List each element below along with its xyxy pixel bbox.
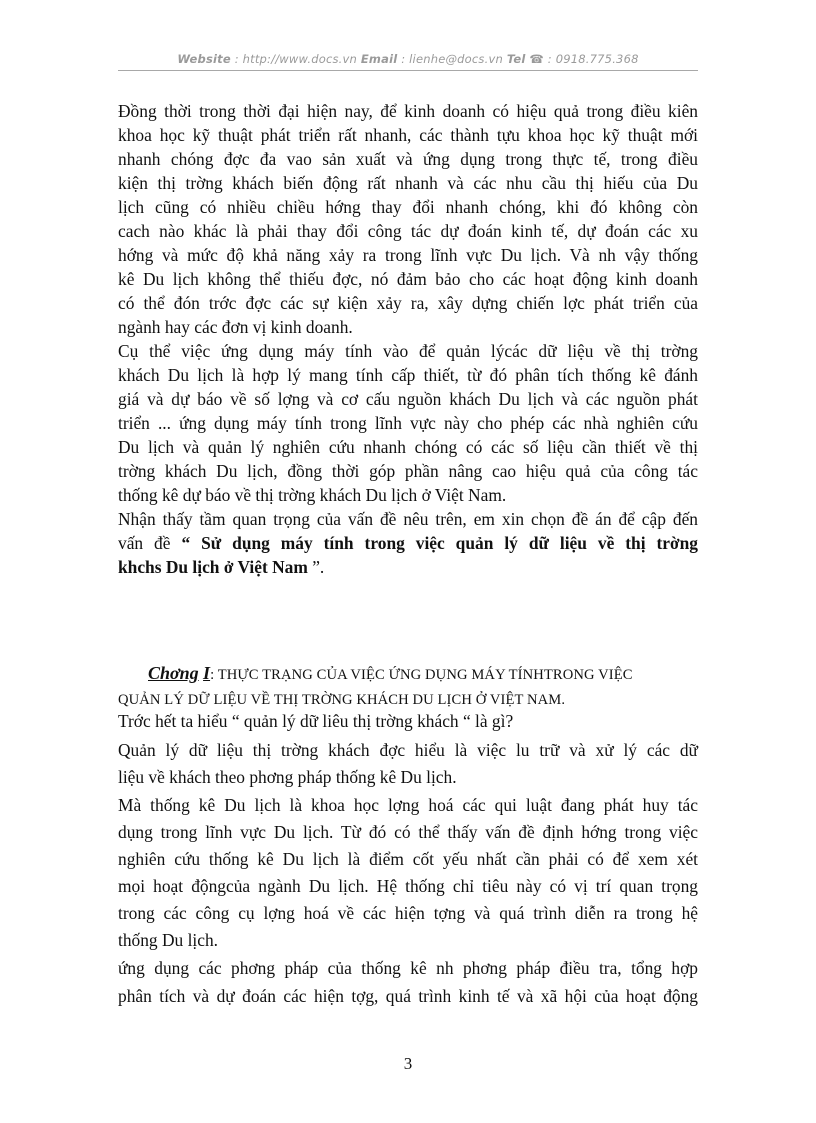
paragraph-line: ứng dụng các phơng pháp của thống kê nh phơng pháp điều tra, tổng hợp	[118, 958, 698, 978]
paragraph-line: kê Du lịch không thể thiếu đợc, nó đảm bảo cho các hoạt động kinh doanh	[118, 269, 698, 289]
paragraph-line: Đồng thời trong thời đại hiện nay, để kinh doanh có hiệu quả trong điều kiên	[118, 101, 698, 121]
paragraph-line: trong các công cụ lợng hoá về các hiện tợng và quá trình diễn ra trong hệ	[118, 903, 698, 923]
topic-line	[118, 533, 698, 553]
paragraph-line: liệu về khách theo phơng pháp thống kê Du lịch.	[118, 767, 457, 787]
topic-prefix: vấn đề	[118, 533, 171, 553]
paragraph-line: mọi hoạt độngcủa ngành Du lịch. Hệ thống chỉ tiêu này có vị trí quan trọng	[118, 876, 698, 896]
topic-title: “ Sử dụng máy tính trong việc quản lý dữ liệu về thị trờng	[181, 533, 698, 553]
paragraph-line: Du lịch và quản lý nghiên cứu nhanh chóng có các số liệu cần thiết về thị	[118, 437, 698, 457]
paragraph-line: kiện thị trờng khách biến động rất nhanh và các nhu cầu thị hiếu của Du	[118, 173, 698, 193]
paragraph-line: hớng và mức độ khả năng xảy ra trong lĩnh vực Du lịch. Và nh vậy thống	[118, 245, 698, 265]
paragraph-line: giá và dự báo về số lợng và cơ cấu nguồn khách Du lịch và các nguồn phát	[118, 389, 698, 409]
paragraph-line: triển ... ứng dụng máy tính trong lĩnh vực này cho phép các nhà nghiên cứu	[118, 413, 698, 433]
paragraph-line: ngành hay các đơn vị kinh doanh.	[118, 317, 353, 337]
paragraph-line: phân tích và dự đoán các hiện tợg, quá trình kinh tế và xã hội của hoạt động	[118, 986, 698, 1006]
email-value: : lienhe@docs.vn	[401, 52, 503, 66]
chapter-title-line-2: QUẢN LÝ DỮ LIỆU VỀ THỊ TRỜNG KHÁCH DU LỊCH Ở VIỆT NAM.	[118, 692, 566, 708]
paragraph-line: khách Du lịch là hợp lý mang tính cấp thiết, từ đó phân tích thống kê đánh	[118, 365, 698, 385]
topic-line	[118, 557, 698, 577]
website-value: : http://www.docs.vn	[234, 52, 358, 66]
page-number: 3	[403, 1054, 413, 1073]
chapter-title: : THỰC TRẠNG CỦA VIỆC ỨNG DỤNG MÁY TÍNHTRONG VIỆC	[210, 667, 633, 683]
paragraph-line: Mà thống kê Du lịch là khoa học lợng hoá các qui luật đang phát huy tác	[118, 795, 698, 815]
chapter-number: I	[203, 663, 211, 683]
paragraph-line: thống Du lịch.	[118, 930, 218, 950]
email-label: Email	[360, 52, 398, 66]
chapter-word: Chơng	[148, 663, 199, 683]
header-divider	[118, 70, 698, 71]
paragraph-line: nhanh chóng đợc đa vao sản xuất và ứng dụng trong thực tế, trong điều	[118, 149, 698, 169]
tel-label: Tel	[506, 52, 526, 66]
paragraph-line: dụng trong lĩnh vực Du lịch. Từ đó có thể thấy vấn đề định hớng trong việc	[118, 822, 698, 842]
topic-suffix: ”.	[312, 557, 325, 577]
paragraph-line: có thể đón trớc đợc các sự kiện xảy ra, xây dựng chiến lợc phát triển của	[118, 293, 698, 313]
chapter-heading	[118, 663, 698, 685]
paragraph-line: Nhận thấy tầm quan trọng của vấn đề nêu trên, em xin chọn đề án để cập đến	[118, 509, 698, 529]
paragraph-line: Quản lý dữ liệu thị trờng khách đợc hiểu là việc lu trữ và xử lý các dữ	[118, 740, 698, 760]
question-line: Trớc hết ta hiểu “ quản lý dữ liêu thị trờng khách “ là gì?	[118, 711, 514, 731]
paragraph-line: trờng khách Du lịch, đồng thời góp phần nâng cao hiệu quả của công tác	[118, 461, 698, 481]
paragraph-line: thống kê dự báo về thị trờng khách Du lịch ở Việt Nam.	[118, 485, 507, 505]
paragraph-line: nghiên cứu thống kê Du lịch là điểm cốt yếu nhất cần phải có để xem xét	[118, 849, 698, 869]
paragraph-line: lịch cũng có nhiều chiều hớng thay đổi nhanh chóng, khi đó không còn	[118, 197, 698, 217]
page-header	[118, 52, 698, 66]
website-label: Website	[177, 52, 231, 66]
paragraph-line: khoa học kỹ thuật phát triển rất nhanh, các thành tựu khoa học kỹ thuật mới	[118, 125, 698, 145]
phone-icon: ☎	[529, 52, 544, 66]
topic-title-cont: khchs Du lịch ở Việt Nam	[118, 557, 308, 577]
tel-value: : 0918.775.368	[547, 52, 639, 66]
paragraph-line: cach nào khác là phải thay đổi công tác dự đoán kinh tế, dự đoán các xu	[118, 221, 698, 241]
paragraph-line: Cụ thể việc ứng dụng máy tính vào để quản lýcác dữ liệu về thị trờng	[118, 341, 698, 361]
